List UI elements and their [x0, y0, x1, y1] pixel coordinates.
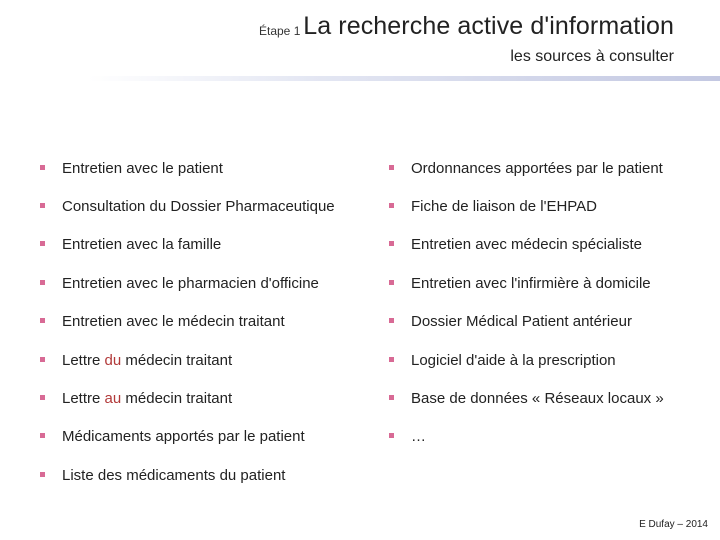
list-item-label: Entretien avec l'infirmière à domicile	[411, 274, 651, 292]
list-item-label: Entretien avec médecin spécialiste	[411, 236, 642, 254]
list-item-label	[62, 390, 232, 407]
square-bullet-icon	[389, 241, 394, 246]
list-item-label: Médicaments apportés par le patient	[62, 428, 305, 446]
list-item	[389, 226, 709, 264]
square-bullet-icon	[389, 165, 394, 170]
list-item	[389, 149, 709, 187]
step-label: Étape 1	[259, 24, 301, 38]
highlighted-word: du	[104, 351, 122, 369]
right-source-list	[389, 149, 709, 456]
square-bullet-icon	[40, 472, 45, 477]
list-item	[40, 264, 370, 302]
square-bullet-icon	[389, 203, 394, 208]
label-prefix: Lettre	[62, 351, 105, 369]
list-item-label: …	[411, 428, 426, 446]
square-bullet-icon	[389, 433, 394, 438]
list-item	[389, 187, 709, 225]
square-bullet-icon	[40, 165, 45, 170]
list-item	[389, 264, 709, 302]
square-bullet-icon	[40, 318, 45, 323]
list-item	[389, 303, 709, 341]
list-item	[389, 379, 709, 417]
list-item-label: Dossier Médical Patient antérieur	[411, 313, 632, 331]
square-bullet-icon	[40, 433, 45, 438]
list-item	[40, 341, 370, 379]
square-bullet-icon	[389, 395, 394, 400]
list-item	[40, 379, 370, 417]
footer-credit: E Dufay – 2014	[639, 519, 708, 530]
page-title: La recherche active d'information	[303, 12, 674, 40]
list-item-label: Base de données « Réseaux locaux »	[411, 390, 664, 408]
list-item-label: Consultation du Dossier Pharmaceutique	[62, 198, 335, 216]
header-rule	[88, 76, 720, 81]
square-bullet-icon	[389, 280, 394, 285]
left-source-list	[40, 149, 370, 495]
page-subtitle: les sources à consulter	[510, 48, 674, 65]
label-prefix: Lettre	[62, 390, 105, 408]
label-suffix: médecin traitant	[121, 351, 233, 369]
list-item-label: Entretien avec le pharmacien d'officine	[62, 274, 319, 292]
list-item	[40, 303, 370, 341]
list-item-label: Ordonnances apportées par le patient	[411, 159, 663, 177]
list-item-label: Logiciel d'aide à la prescription	[411, 351, 616, 369]
label-suffix: médecin traitant	[121, 390, 233, 408]
square-bullet-icon	[40, 280, 45, 285]
square-bullet-icon	[40, 357, 45, 362]
list-item-label: Entretien avec le patient	[62, 159, 223, 177]
list-item-label	[62, 352, 232, 369]
list-item	[40, 418, 370, 456]
list-item-label: Liste des médicaments du patient	[62, 466, 286, 484]
square-bullet-icon	[389, 318, 394, 323]
square-bullet-icon	[40, 241, 45, 246]
list-item	[40, 456, 370, 494]
highlighted-word: au	[104, 390, 122, 408]
list-item	[389, 418, 709, 456]
list-item-label: Entretien avec la famille	[62, 236, 222, 254]
list-item-label: Fiche de liaison de l'EHPAD	[411, 198, 598, 216]
square-bullet-icon	[40, 203, 45, 208]
list-item	[40, 187, 370, 225]
list-item	[389, 341, 709, 379]
list-item-label: Entretien avec le médecin traitant	[62, 313, 285, 331]
list-item	[40, 149, 370, 187]
square-bullet-icon	[40, 395, 45, 400]
square-bullet-icon	[389, 357, 394, 362]
list-item	[40, 226, 370, 264]
